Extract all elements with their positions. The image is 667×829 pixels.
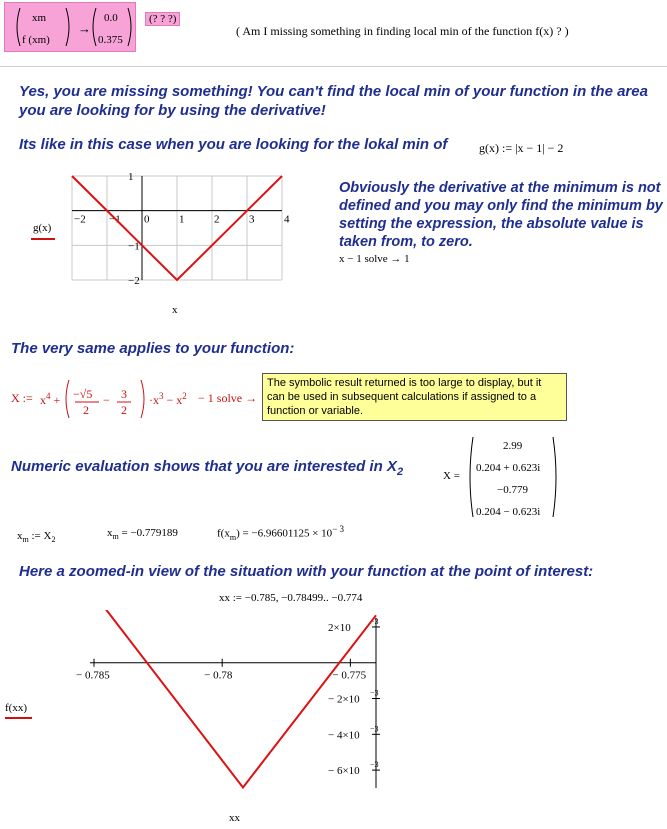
plot1-xtick-label: 1 (179, 213, 185, 226)
X-result-value-3: −0.779 (497, 484, 528, 496)
plot1-xlabel: x (172, 304, 178, 316)
plot1-ylabel-underline (31, 238, 55, 240)
header-region (0, 0, 667, 67)
svg-text:3: 3 (121, 387, 127, 401)
g-definition: g(x) := |x − 1| − 2 (479, 141, 564, 155)
plot1-xtick-label: 2 (214, 213, 220, 226)
X-result-value-2: 0.204 + 0.623i (476, 462, 541, 474)
plot2-ytick-label: − 2×10 (328, 693, 360, 706)
plot1-chart (60, 168, 300, 298)
svg-text:−: − (103, 393, 110, 407)
plot1-ytick-label: −1 (128, 240, 140, 253)
x4-term: $x^4$ + (40, 391, 61, 407)
svg-text:2: 2 (83, 403, 89, 417)
plot1-ylabel: g(x) (33, 222, 52, 234)
X-lhs: X := (11, 391, 33, 405)
fraction-group (63, 378, 147, 420)
xm-eval-sub: m (112, 532, 119, 542)
xm-evaluation (107, 527, 178, 541)
arrow-symbol: → (78, 21, 91, 36)
plot2-ylabel-underline (5, 717, 32, 719)
answer-paragraph: Yes, you are missing something! You can't find the local min of your function in the area you are looking for by using the derivative! (19, 83, 648, 119)
f-eval-sub: m (229, 532, 237, 542)
xm-assign-rhs-sub: 2 (51, 535, 56, 545)
xm-assign-lhs: x (17, 530, 23, 542)
plot2-ylabel: f(xx) (5, 702, 27, 714)
derivative-note: Obviously the derivative at the minimum is not defined and you may only find the minimum by setting the expression, the absolute value is taken from, to zero. (339, 180, 663, 250)
xm-eval-rhs: = −0.779189 (121, 527, 178, 539)
f-eval-exp: − 3 (332, 524, 345, 534)
xx-range-definition: xx := −0.785, −0.78499.. −0.774 (219, 592, 363, 604)
plot2-xlabel: xx (229, 812, 240, 824)
plot1-xtick-label: −2 (74, 213, 86, 226)
f-eval-text: f(x (217, 527, 230, 540)
plot2-ytick-exponent: −3 (370, 760, 379, 770)
xm-assign-sub: m (22, 535, 29, 545)
matrix-left-row2: f (xm) (22, 34, 50, 46)
plot2-ytick-exponent: −3 (370, 616, 379, 626)
numeric-evaluation-text (11, 458, 403, 478)
xm-assign-op: := X (31, 530, 52, 542)
matrix-left-row1: xm (32, 12, 47, 24)
zoomed-view-text: Here a zoomed-in view of the situation with your function at the point of interest: (19, 563, 594, 580)
X-result-value-4: 0.204 − 0.623i (476, 506, 541, 518)
symbolic-result-note: The symbolic result returned is too large to display, but it can be used in subsequent calculations if assigned to a function or variable. (262, 373, 567, 421)
numeric-evaluation-label: Numeric evaluation shows that you are interested in X (11, 458, 397, 475)
xm-assignment (17, 530, 55, 544)
plot2-xtick-label: − 0.775 (332, 669, 367, 682)
X-tail: − 1 solve → (198, 391, 258, 405)
plot1-ytick-label: −2 (128, 275, 140, 287)
plot2-ytick-label: 2×10 (328, 621, 351, 634)
example-intro: Its like in this case when you are looking for the lokal min of (19, 136, 448, 153)
X-definition (11, 374, 261, 424)
numeric-evaluation-sub: 2 (396, 466, 404, 478)
question-text: ( Am I missing something in finding local min of the function f(x) ? ) (236, 24, 569, 38)
svg-text:−√5: −√5 (73, 387, 93, 401)
plot2-ytick-exponent: −3 (370, 724, 379, 734)
X-result-value-1: 2.99 (503, 440, 523, 452)
f-eval-rhs: ) = −6.96601125 × 10 (236, 527, 333, 540)
plot2-chart (40, 610, 400, 800)
plot2-xtick-label: − 0.78 (204, 669, 233, 682)
plot1-xtick-label: 3 (249, 213, 255, 226)
x3-x2-terms: $\cdot x^3 - x^2$ (149, 391, 187, 407)
plot2-xtick-label: − 0.785 (76, 669, 110, 682)
question-badge: (? ? ?) (145, 12, 180, 26)
matrix-right-row1: 0.0 (104, 12, 118, 24)
plot2-ytick-label: − 6×10 (328, 765, 360, 778)
plot2-ytick-label: − 4×10 (328, 729, 360, 742)
solve-example: x − 1 solve → 1 (339, 253, 410, 265)
plot1-xtick-label: −1 (109, 213, 121, 226)
plot1-xtick-label: 0 (144, 213, 150, 226)
plot2-ytick-exponent: −3 (370, 688, 379, 698)
X-result-label: X = (443, 470, 460, 482)
f-xm-evaluation (217, 524, 344, 542)
same-applies: The very same applies to your function: (11, 340, 295, 357)
xm-eval-lhs: x (107, 527, 113, 539)
plot1-xtick-label: 4 (284, 213, 290, 226)
matrix-right-row2: 0.375 (98, 34, 123, 46)
svg-text:2: 2 (121, 403, 127, 417)
plot1-ytick-label: 1 (128, 171, 134, 183)
